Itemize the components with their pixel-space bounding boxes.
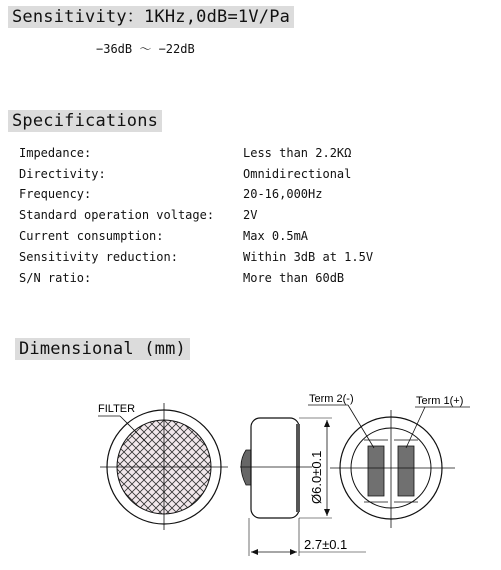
spec-label: Directivity: <box>19 167 106 181</box>
spec-value: 20-16,000Hz <box>243 187 323 201</box>
spec-value: 2V <box>243 208 258 222</box>
term2-label: Term 2(-) <box>309 393 354 405</box>
spec-value: Less than 2.2KΩ <box>243 146 352 160</box>
side-filter-dome <box>241 450 252 485</box>
spec-value: Max 0.5mA <box>243 229 309 243</box>
spec-value: Omnidirectional <box>243 167 352 181</box>
specifications-heading: Specifications <box>8 110 162 132</box>
sensitivity-range: −36dB ～ −22dB <box>96 42 195 56</box>
spec-label: Current consumption: <box>19 229 164 243</box>
dimensional-drawing <box>0 380 501 568</box>
side-body <box>251 418 299 518</box>
term1-pad <box>398 446 414 496</box>
diameter-label: Ø6.0±0.1 <box>309 450 324 504</box>
spec-label: Frequency: <box>19 187 92 201</box>
front-view <box>98 403 228 530</box>
spec-value: Within 3dB at 1.5V <box>243 250 374 264</box>
spec-value: More than 60dB <box>243 271 345 285</box>
sensitivity-heading: Sensitivity：1KHz,0dB=1V/Pa <box>8 6 294 28</box>
filter-label: FILTER <box>98 403 136 415</box>
term1-label: Term 1(+) <box>416 395 464 407</box>
thickness-label: 2.7±0.1 <box>304 537 348 552</box>
side-terminal-strip <box>296 424 300 512</box>
spec-label: Sensitivity reduction: <box>19 250 178 264</box>
dimensional-heading: Dimensional (mm) <box>15 338 190 360</box>
spec-label: Standard operation voltage: <box>19 208 215 222</box>
side-view <box>240 418 366 556</box>
spec-label: Impedance: <box>19 146 92 160</box>
back-view <box>308 393 470 528</box>
spec-label: S/N ratio: <box>19 271 92 285</box>
term2-pad <box>368 446 384 496</box>
